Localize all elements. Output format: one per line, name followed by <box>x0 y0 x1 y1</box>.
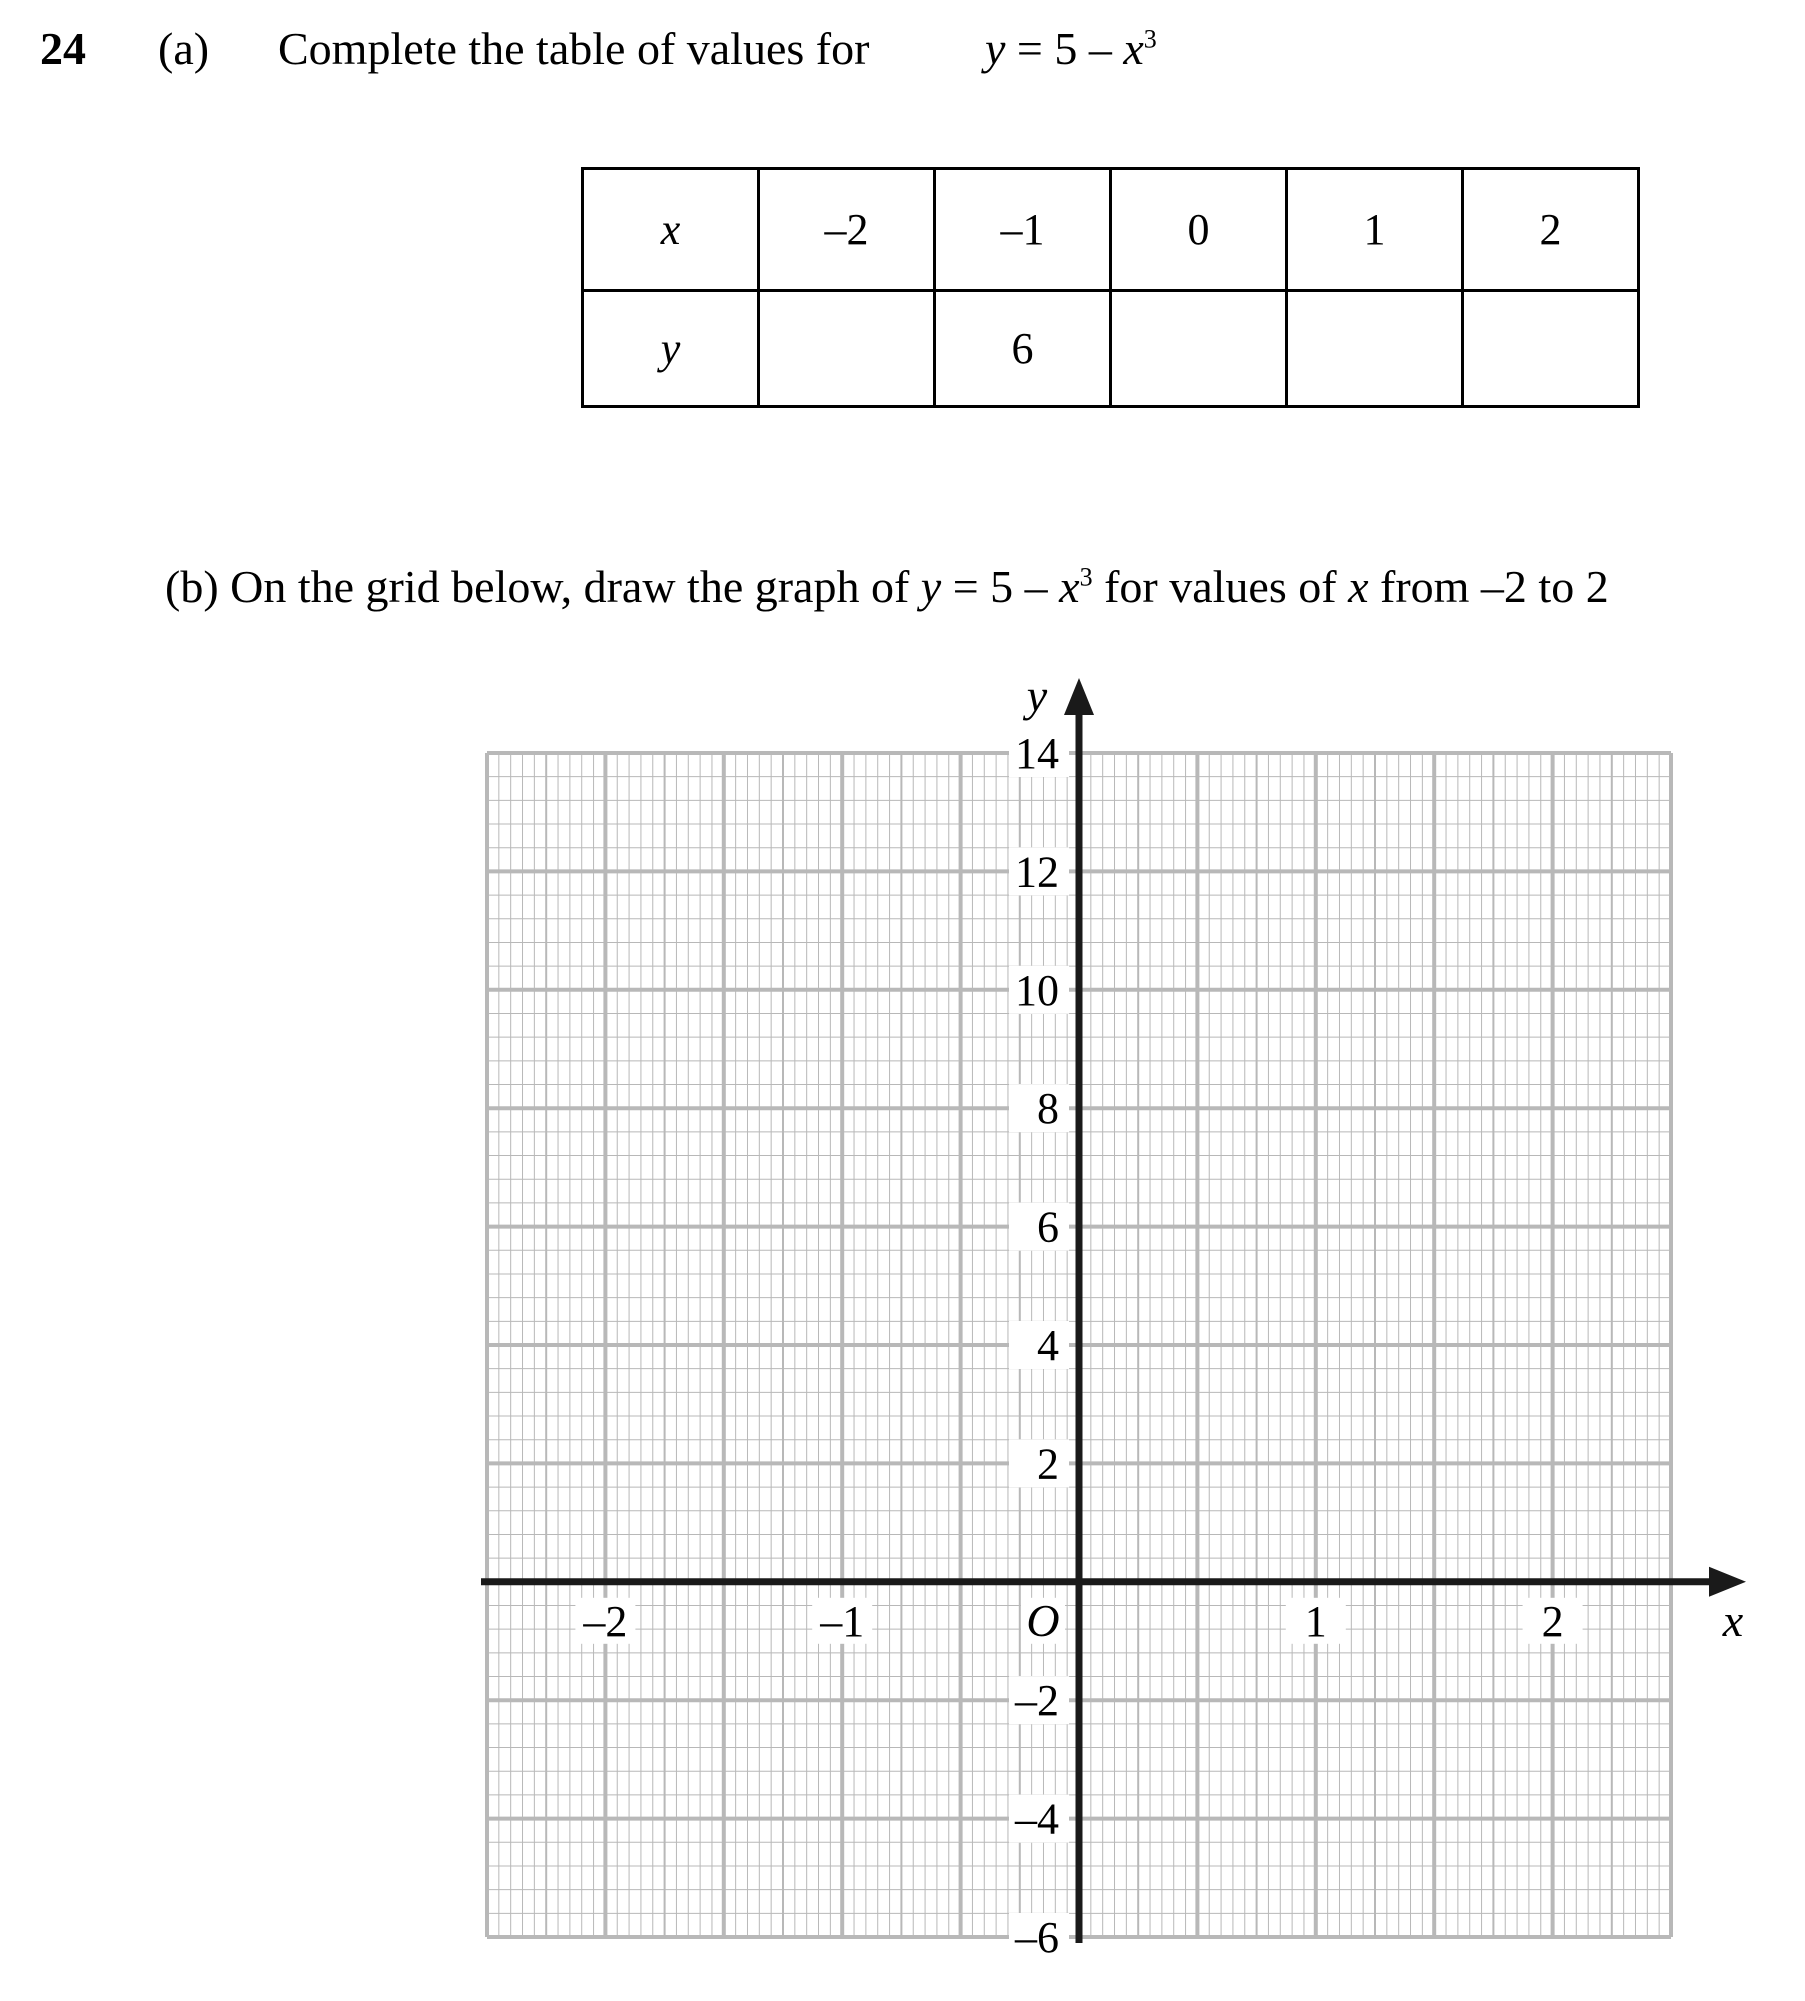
part-b-label: (b) <box>165 561 219 612</box>
x-tick-label: –1 <box>820 1596 865 1646</box>
x-tick-label: 1 <box>1304 1596 1327 1646</box>
y-tick-label: 12 <box>1015 847 1059 897</box>
equation-y: y <box>985 23 1006 74</box>
axis-labels <box>575 670 1743 1962</box>
x-value-cell: –2 <box>759 169 935 291</box>
y-tick-label: 6 <box>1037 1202 1059 1252</box>
y-tick-label: 14 <box>1015 729 1059 778</box>
origin-label: O <box>1026 1594 1060 1646</box>
part-b-text: from –2 to 2 <box>1368 561 1609 612</box>
y-tick-label: 2 <box>1037 1439 1059 1489</box>
y-header-cell: y <box>583 291 759 407</box>
part-b-var-x: x <box>1348 561 1369 612</box>
question-number: 24 <box>40 23 86 74</box>
x-value-cell: –1 <box>935 169 1111 291</box>
x-axis-label: x <box>1722 1594 1744 1646</box>
y-axis-label: y <box>1026 670 1048 721</box>
x-tick-label: 2 <box>1541 1596 1564 1646</box>
y-tick-label: 10 <box>1015 965 1059 1015</box>
y-axis-arrow <box>1064 678 1094 715</box>
y-tick-label: –4 <box>1015 1794 1059 1844</box>
x-axis-arrow <box>1709 1567 1746 1597</box>
part-b-text: = 5 – <box>941 561 1060 612</box>
x-tick-label: –2 <box>583 1596 628 1646</box>
part-b-text: for values of <box>1092 561 1349 612</box>
y-tick-label: –6 <box>1015 1913 1059 1962</box>
y-tick-label: 8 <box>1037 1084 1059 1134</box>
part-b-text: On the grid below, draw the graph of <box>218 561 921 612</box>
part-b-var-y: y <box>920 561 942 612</box>
x-value-cell: 2 <box>1463 169 1639 291</box>
x-value-cell: 0 <box>1111 169 1287 291</box>
equation-exponent: 3 <box>1143 24 1157 54</box>
part-b-var-x: x <box>1059 561 1080 612</box>
equation-x: x <box>1123 23 1144 74</box>
y-value-cell[interactable]: 6 <box>935 291 1111 407</box>
equation-middle: = 5 – <box>1005 23 1124 74</box>
x-value-cell: 1 <box>1287 169 1463 291</box>
y-tick-label: 4 <box>1037 1321 1059 1370</box>
part-b-exponent: 3 <box>1079 562 1093 592</box>
axes <box>481 678 1746 1943</box>
x-header-cell: x <box>583 169 759 291</box>
y-tick-label: –2 <box>1015 1676 1059 1726</box>
part-a-prompt: Complete the table of values for <box>278 23 870 74</box>
part-a-label: (a) <box>158 23 210 74</box>
